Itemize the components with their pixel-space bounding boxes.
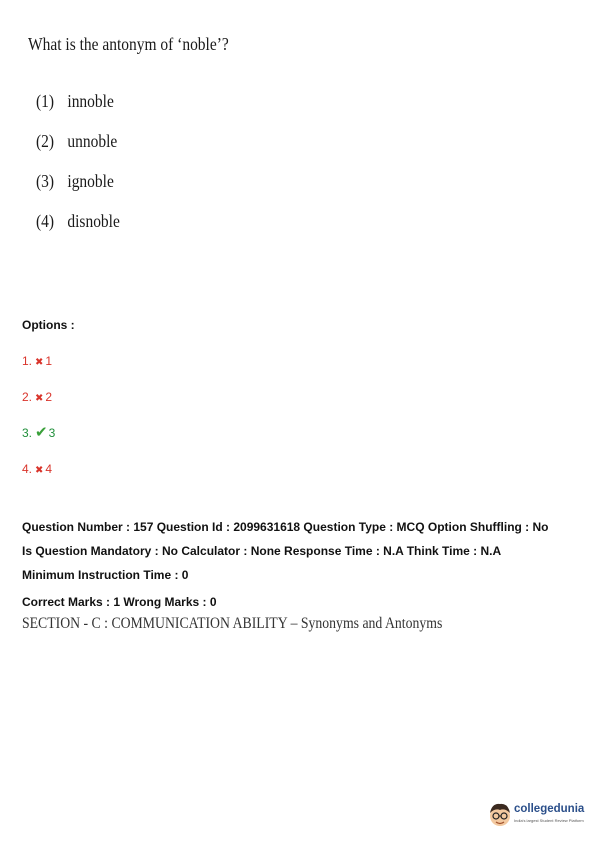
choice-number: (1) (36, 91, 55, 111)
cross-icon: ✖ (35, 393, 44, 404)
option-item (22, 388, 55, 424)
answer-choice (36, 128, 120, 168)
cross-icon: ✖ (35, 357, 44, 368)
check-icon: ✔ (35, 424, 48, 441)
cross-icon: ✖ (35, 465, 44, 476)
option-item (22, 352, 55, 388)
options-list (22, 352, 55, 496)
answer-choices (36, 88, 134, 248)
logo-tagline: India's largest Student Review Platform (514, 818, 584, 823)
logo-wordmark: collegedunia (514, 803, 585, 815)
question-meta-line: Is Question Mandatory : No Calculator : None Response Time : N.A Think Time : N.A (22, 544, 502, 558)
marks-line: Correct Marks : 1 Wrong Marks : 0 (22, 595, 217, 609)
option-value: 2 (45, 390, 53, 404)
collegedunia-logo (488, 800, 588, 830)
options-heading: Options : (22, 318, 75, 332)
option-index: 2. (22, 390, 33, 404)
option-value: 4 (45, 462, 53, 476)
question-meta-line: Question Number : 157 Question Id : 2099631618 Question Type : MCQ Option Shuffling : No (22, 520, 549, 534)
option-index: 3. (22, 426, 33, 440)
option-value: 1 (45, 354, 53, 368)
choice-text: ignoble (67, 171, 114, 191)
answer-choice (36, 168, 120, 208)
choice-number: (2) (36, 131, 55, 151)
choice-number: (4) (36, 211, 55, 231)
mascot-icon (488, 800, 512, 830)
option-value: 3 (48, 426, 56, 440)
answer-choice (36, 88, 120, 128)
option-index: 4. (22, 462, 33, 476)
choice-text: innoble (67, 91, 114, 111)
option-item (22, 460, 55, 496)
choice-text: disnoble (67, 211, 120, 231)
section-title: SECTION - C : COMMUNICATION ABILITY – Synonyms and Antonyms (22, 615, 443, 632)
answer-choice (36, 208, 120, 248)
question-meta-line: Minimum Instruction Time : 0 (22, 568, 189, 582)
option-index: 1. (22, 354, 33, 368)
question-text: What is the antonym of ‘noble’? (28, 34, 229, 54)
choice-number: (3) (36, 171, 55, 191)
option-item (22, 424, 55, 460)
choice-text: unnoble (67, 131, 118, 151)
